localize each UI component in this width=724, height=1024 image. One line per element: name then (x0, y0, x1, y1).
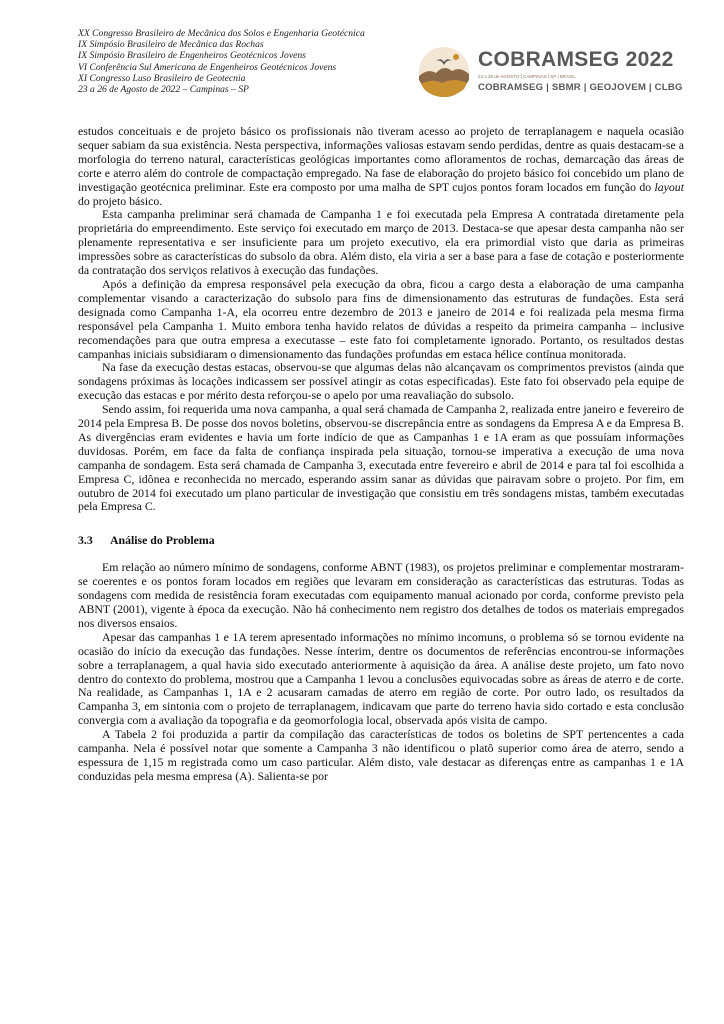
conference-line: XX Congresso Brasileiro de Mecânica dos Solos e Engenharia Geotécnica (78, 28, 365, 39)
paragraph: Apesar das campanhas 1 e 1A terem apresentado informações no mínimo incomuns, o problema só se tornou evidente na ocasião do início da execução das fundações. Nesse ínterim, dentre os documentos de referências encontrou-se informações sobre a terraplanagem, a qual havia sido executado anteriormente à aquisição da área. A análise deste projeto, um fato novo dentro do contexto do problema, mostrou que a Campanha 1 levou a conclusões equivocadas sobre as áreas de aterro e de corte. Na realidade, as Campanhas 1, 1A e 2 acusaram camadas de aterro em região de corte. Por outro lado, os resultados da Campanha 3, em sintonia com o projeto de terraplanagem, indicavam que parte do terreno havia sido cortado e esta conclusão convergia com a avaliação da topografia e da geomorfologia local, observada após visita de campo. (78, 629, 684, 728)
section-number: 3.3 (78, 533, 93, 548)
paragraph: Sendo assim, foi requerida uma nova campanha, a qual será chamada de Campanha 2, realizada entre janeiro e fevereiro de 2014 pela Empresa B. De posse dos novos boletins, observou-se discrepância entre as sondagens da Empresa A e da Empresa B. As divergências eram evidentes e havia um forte indício de que as Campanhas 1 e 1A eram as que possuíam informações duvidosas. Porém, em face da falta de confiança inspirada pela situação, tornou-se imperativa a execução de uma nova campanha de sondagem. Esta será chamada de Campanha 3, executada entre fevereiro e abril de 2014 e para tal foi escolhida a Empresa C, idônea e reconhecida no mercado, esperando assim sanar as dúvidas que pairavam sobre o projeto. Por fim, em outubro de 2014 foi executado um plano particular de investigação que consistiu em três sondagens mistas, também executadas pela Empresa C. (78, 402, 684, 514)
logo-title: COBRAMSEG 2022 (478, 48, 674, 71)
conference-date-line: 23 a 26 de Agosto de 2022 – Campinas – SP (78, 84, 249, 96)
logo-tagline: 23 a 26 de AGOSTO | CAMPINAS | SP | BRASIL (478, 74, 576, 79)
paragraph: Após a definição da empresa responsável pela execução da obra, ficou a cargo desta a elaboração de uma campanha complementar visando a caracterização do subsolo para fins de dimensionamento das estruturas de fundações. Esta será designada como Campanha 1-A, ela ocorreu entre dezembro de 2013 e janeiro de 2014 e foi realizada pela mesma firma responsável pela Campanha 1. Muito embora tenha havido relatos de dúvidas a respeito da primeira campanha – inclusive recomendações para que outra empresa a executasse – este fato foi completamente ignorado. Portanto, os resultados destas campanhas iniciais subsidiaram o dimensionamento das fundações profundas em estaca hélice contínua monitorada. (78, 276, 684, 361)
paragraph: A Tabela 2 foi produzida a partir da compilação das características de todos os boletins de SPT pertencentes a cada campanha. Nela é possível notar que somente a Campanha 3 não identificou o platô superior como área de aterro, sendo a espessura de 1,15 m registrada como um caso particular. Além disto, vale destacar as diferenças entre as campanhas 1 e 1A conduzidas pela mesma empresa (A). Salienta-se por (78, 727, 684, 783)
section-heading (78, 534, 684, 548)
paragraph: estudos conceituais e de projeto básico os profissionais não tiveram acesso ao projeto de terraplanagem e naquela ocasião sequer sabiam da sua existência. Nesta perspectiva, informações valiosas estavam sendo perdidas, dentre as quais destacam-se a morfologia do terreno natural, características geológicas importantes como afloramentos de rochas, demarcação das áreas de corte e aterro além do controle de compactação empregado. Na fase de elaboração do projeto básico foi concebido um plano de investigação geotécnica preliminar. Este era composto por uma malha de SPT cujos pontos foram locados em função do layout do projeto básico. (78, 124, 684, 208)
conference-line: VI Conferência Sul Americana de Engenheiros Geotécnicos Jovens (78, 61, 337, 73)
emphasis-layout: layout (654, 179, 684, 194)
logo-emblem-icon (418, 46, 470, 98)
logo-subtitle: COBRAMSEG | SBMR | GEOJOVEM | CLBG (478, 82, 683, 93)
paragraph: Na fase da execução destas estacas, observou-se que algumas delas não alcançavam os comprimentos previstos (ainda que sondagens próximas às locações indicassem ser possível atingir as cotas especificadas). Este fato foi observado pela equipe de execução das estacas e por mérito desta reforçou-se o apelo por uma reavaliação do subsolo. (78, 360, 684, 403)
conference-line: IX Simpósio Brasileiro de Mecânica das Rochas (78, 39, 264, 51)
conference-info (78, 28, 365, 95)
paragraph: Em relação ao número mínimo de sondagens, conforme ABNT (1983), os projetos preliminar e complementar mostraram-se coerentes e os pontos foram locados em regiões que levaram em consideração as características das estruturas. Todas as sondagens com medida de resistência foram executadas com equipamento manual acionado por corda, conforme previsto pela ABNT (2001), vigente à época da execução. Não há conhecimento nem registro dos detalhes de todos os materiais empregados nos diversos ensaios. (78, 560, 684, 630)
conference-line: IX Simpósio Brasileiro de Engenheiros Geotécnicos Jovens (78, 50, 306, 62)
paper-body (78, 125, 684, 784)
section-title: Análise do Problema (110, 533, 215, 548)
conference-line: XI Congresso Luso Brasileiro de Geotecnia (78, 72, 246, 84)
cobramseg-logo (418, 46, 683, 104)
paragraph: Esta campanha preliminar será chamada de Campanha 1 e foi executada pela Empresa A contratada diretamente pela proprietária do empreendimento. Este serviço foi executado em março de 2013. Destaca-se que apesar desta campanha não ser plenamente representativa e ser insuficiente para um projeto executivo, ela era primordial visto que daria as primeiras impressões sobre as características do subsolo da obra. Além disto, ela viria a ser a base para a fase de cotação e posteriormente da contratação dos serviços relativos à execução das fundações. (78, 207, 684, 278)
page-header (78, 28, 683, 112)
